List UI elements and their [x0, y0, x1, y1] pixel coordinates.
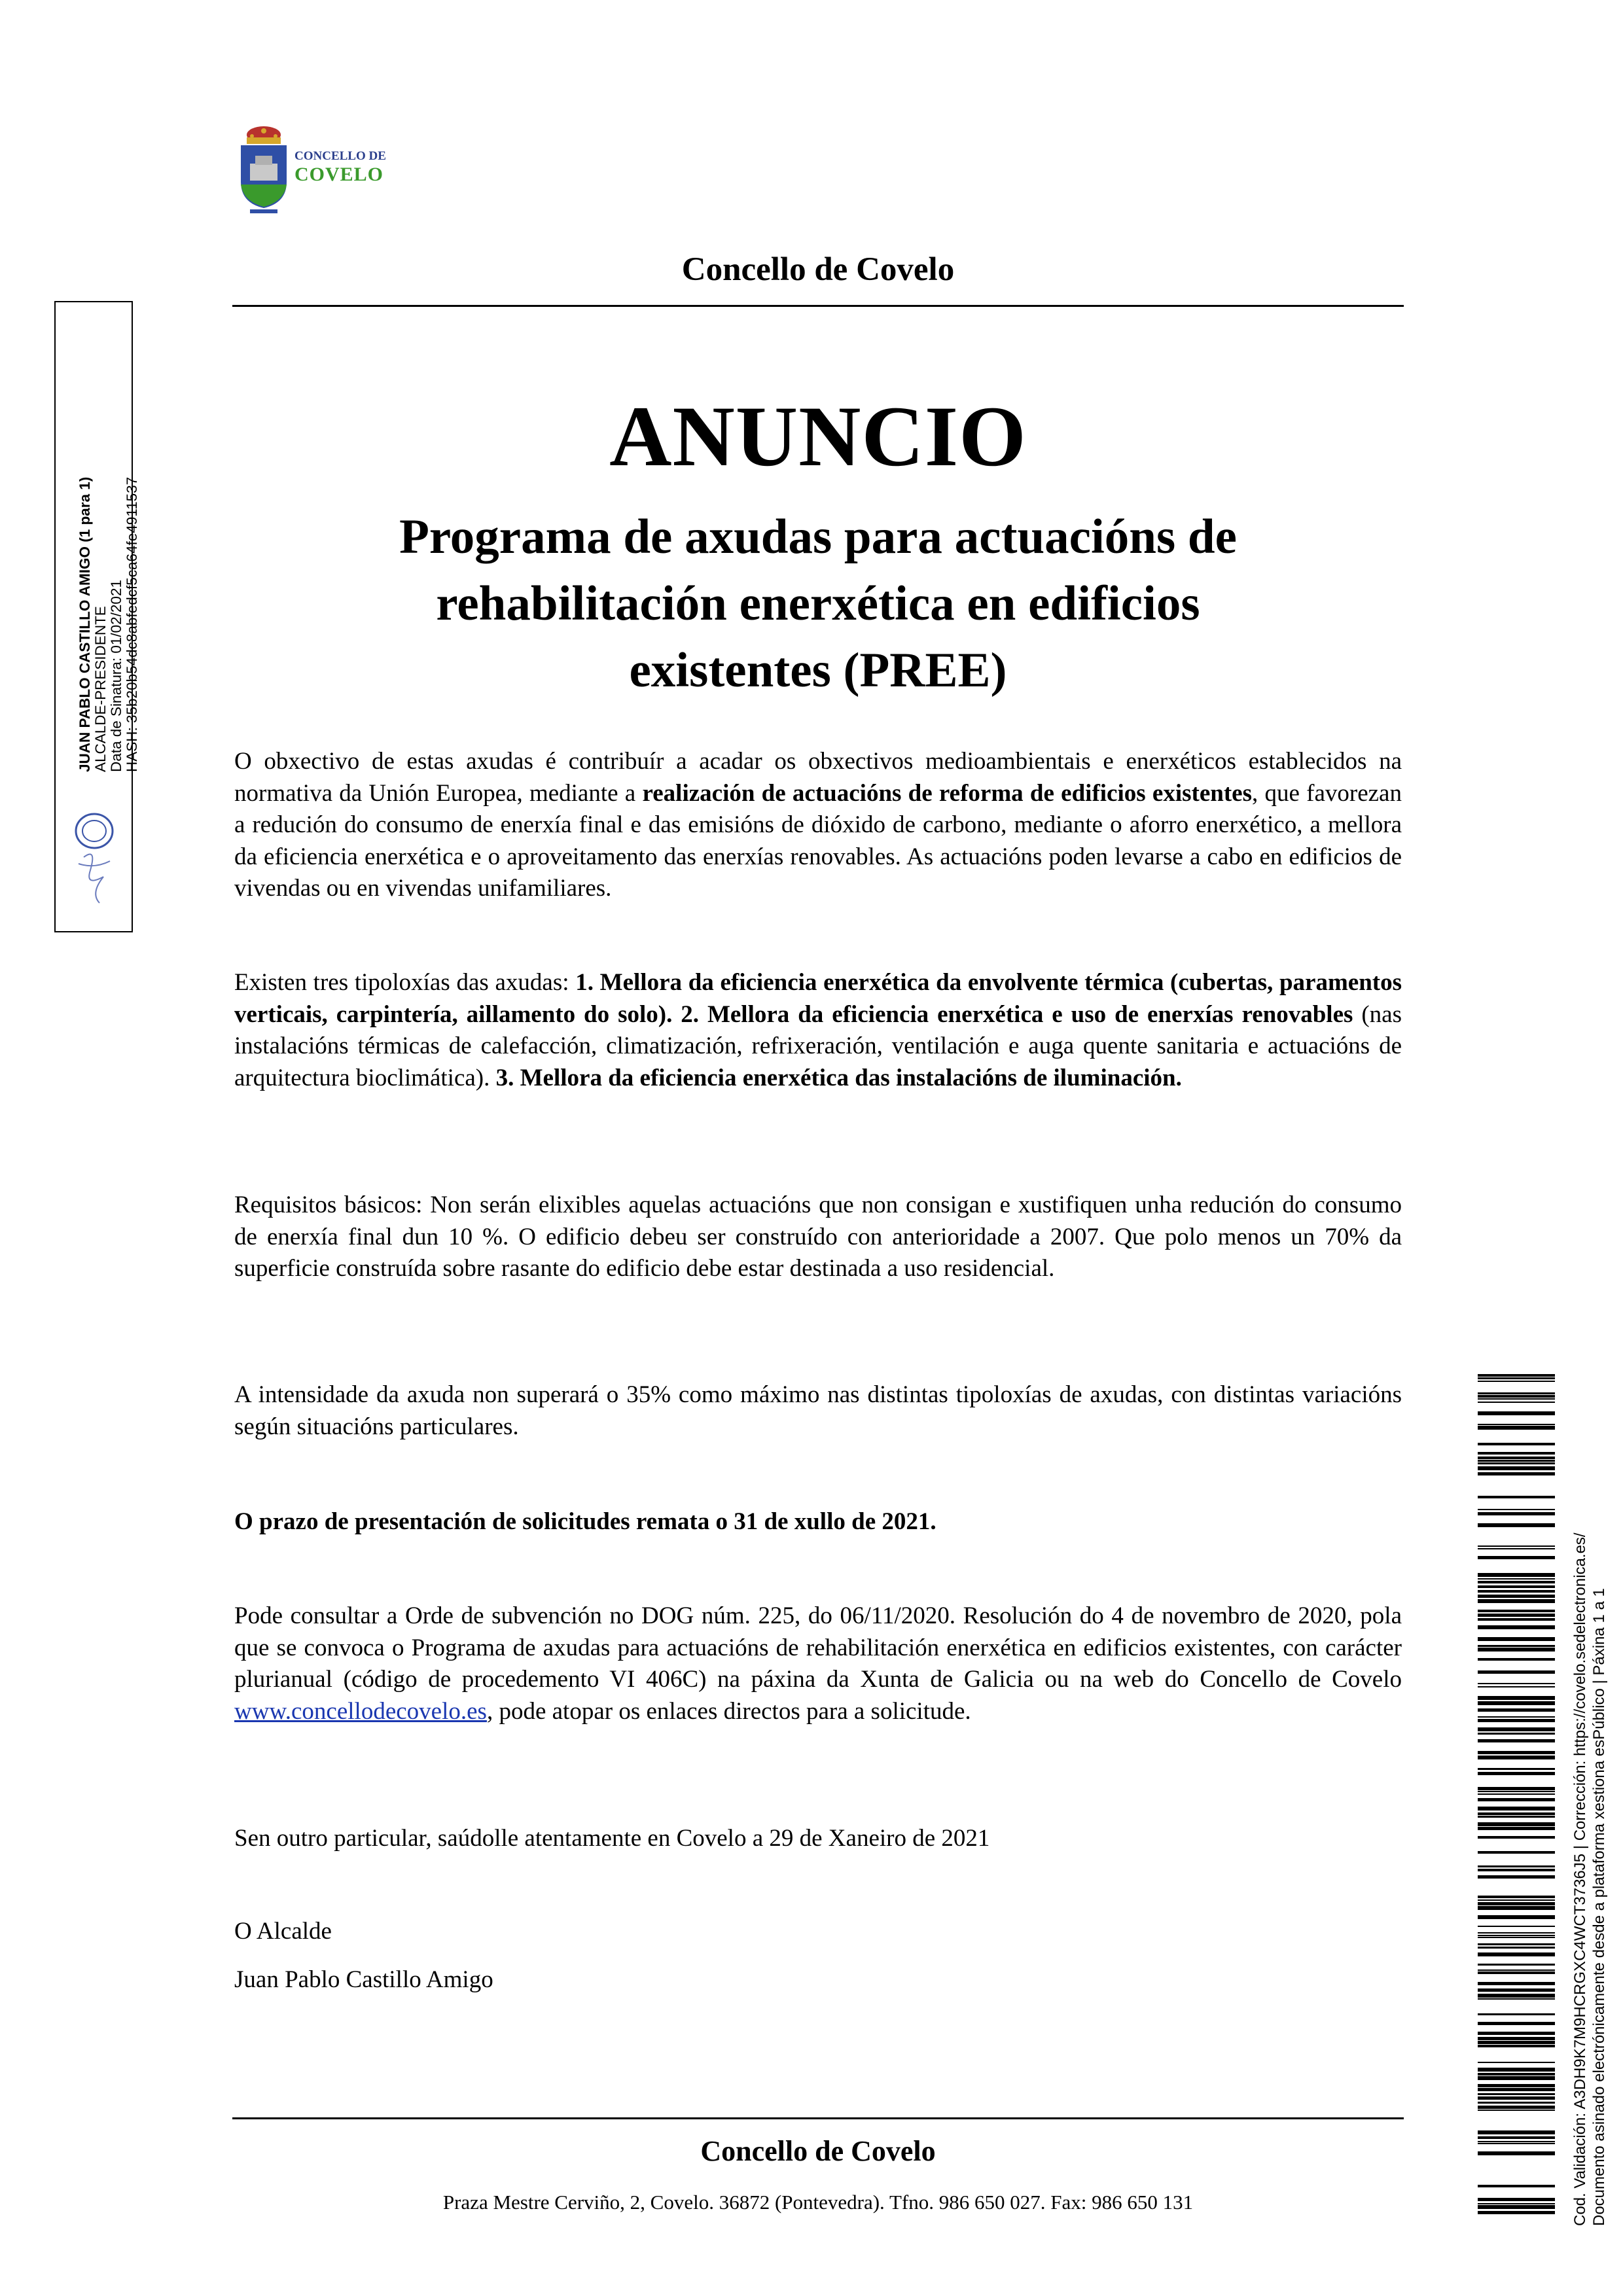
barcode-bar — [1478, 1851, 1555, 1854]
paragraph-consult — [234, 1600, 1402, 1727]
barcode-bar — [1478, 1377, 1555, 1379]
paragraph-typologies — [234, 967, 1402, 1094]
barcode-bar — [1478, 1637, 1555, 1641]
barcode-bar — [1478, 2130, 1555, 2134]
barcode-bar — [1478, 1701, 1555, 1705]
barcode-bar — [1478, 2136, 1555, 2139]
barcode-bar — [1478, 2096, 1555, 2100]
barcode-bar — [1478, 2093, 1555, 2095]
barcode-bar — [1478, 1935, 1555, 1936]
barcode-bar — [1478, 2088, 1555, 2091]
barcode-bar — [1478, 2084, 1555, 2087]
header-title: Concello de Covelo — [681, 251, 955, 288]
barcode-bar — [1478, 1578, 1555, 1580]
paragraph-bold-text: realización de actuacións de reforma de edificios existentes — [642, 779, 1252, 807]
barcode-bar — [1478, 1787, 1555, 1790]
barcode-bar — [1478, 1937, 1555, 1938]
paragraph-closing: Sen outro particular, saúdolle atentamente en Covelo a 29 de Xaneiro de 2021 — [234, 1825, 990, 1852]
barcode-bar — [1478, 1768, 1555, 1770]
signature-info — [77, 314, 140, 772]
barcode-bar — [1478, 1424, 1555, 1425]
barcode-bar — [1478, 2045, 1555, 2047]
barcode-bar — [1478, 1836, 1555, 1839]
barcode-bar — [1478, 2022, 1555, 2025]
barcode-bar — [1478, 2205, 1555, 2209]
barcode-bar — [1478, 2037, 1555, 2040]
barcode-bar — [1478, 1865, 1555, 1867]
barcode-bar — [1478, 1625, 1555, 1629]
signature-role: ALCALDE-PRESIDENTE — [92, 606, 109, 772]
barcode-bar — [1478, 1807, 1555, 1810]
subtitle-line: Programa de axudas para actuacións de — [399, 510, 1237, 564]
header-divider — [232, 305, 1404, 307]
barcode-bar — [1478, 1457, 1555, 1459]
signer-role: O Alcalde — [234, 1918, 332, 1945]
barcode-bar — [1478, 2198, 1555, 2201]
barcode-bar — [1478, 1751, 1555, 1754]
barcode-bar — [1478, 1719, 1555, 1722]
paragraph-text: Pode consultar a Orde de subvención no DOG núm. 225, do 06/11/2020. Resolución do 4 de novembro de 2020, pola que se convoca o Programa de axudas para actuacións de rehabilitación enerxética en edificios existentes, con carácter plurianual (código de procedemento VI 406C) na páxina da Xunta de Galicia ou na web do Concello de Covelo — [234, 1602, 1402, 1693]
validation-code: Cod. Validación: A3DH9K7M9HCRGXC4WCT3736J5 | Corrección: https://covelo.sedelectronica.es/ — [1571, 1532, 1589, 2226]
barcode-bar — [1478, 1902, 1555, 1905]
barcode-bar — [1478, 1460, 1555, 1462]
barcode-bar — [1478, 1791, 1555, 1792]
paragraph-requirements: Requisitos básicos: Non serán elixibles aquelas actuacións que non consigan e xustifiquen unha redución do consumo de enerxía final dun 10 %. O edificio debeu ser construído con anterioridade a 2007. Que polo menos un 70% da superficie construída sobre rasante do edificio debe estar destinada a uso residencial. — [234, 1192, 1402, 1282]
barcode-bar — [1478, 2211, 1555, 2214]
barcode-bar — [1478, 2143, 1555, 2144]
barcode-bar — [1478, 1798, 1555, 1801]
barcode-bar — [1478, 2041, 1555, 2044]
barcode-bar — [1478, 1618, 1555, 1621]
barcode-bar — [1478, 1595, 1555, 1598]
barcode-bar — [1478, 1411, 1555, 1415]
barcode-bar — [1478, 1772, 1555, 1775]
barcode-bar — [1478, 2062, 1555, 2063]
barcode-bar — [1478, 1896, 1555, 1898]
barcode-bar — [1478, 1398, 1555, 1400]
barcode-bar — [1478, 1452, 1555, 1455]
barcode-bar — [1478, 1581, 1555, 1583]
barcode-bar — [1478, 1971, 1555, 1974]
barcode-bar — [1478, 1512, 1555, 1515]
barcode-bar — [1478, 1509, 1555, 1510]
barcode-bar — [1478, 2032, 1555, 2035]
barcode-bar — [1478, 1943, 1555, 1945]
barcode-bar — [1478, 2013, 1555, 2015]
barcode-bar — [1478, 1670, 1555, 1674]
barcode-bar — [1478, 1982, 1555, 1985]
barcode-bar — [1478, 1932, 1555, 1934]
barcode-bar — [1478, 1392, 1555, 1394]
paragraph-objective — [234, 746, 1402, 905]
barcode-bar — [1478, 1545, 1555, 1547]
barcode-bar — [1478, 1988, 1555, 1992]
barcode-bar — [1478, 1590, 1555, 1593]
barcode-bar — [1478, 1733, 1555, 1735]
coat-of-arms-icon — [236, 124, 292, 216]
barcode-bar — [1478, 1899, 1555, 1901]
barcode-bar — [1478, 1716, 1555, 1718]
paragraph-intensity: A intensidade da axuda non superará o 35% como máximo nas distintas tipoloxías de axudas, con distintas variacións según situacións particulares. — [234, 1381, 1402, 1440]
barcode-bar — [1478, 1686, 1555, 1687]
barcode-bar — [1478, 1585, 1555, 1588]
validation-platform: Documento asinado electrónicamente desde a plataforma xestiona esPúblico | Páxina 1 a 1 — [1590, 1588, 1608, 2226]
barcode-bar — [1478, 1614, 1555, 1617]
document-heading: ANUNCIO — [609, 388, 1027, 484]
barcode-bar — [1478, 2185, 1555, 2187]
barcode-bar — [1478, 1610, 1555, 1612]
barcode-bar — [1478, 2203, 1555, 2204]
barcode-bar — [1478, 1827, 1555, 1830]
barcode-bar — [1478, 1915, 1555, 1919]
footer-divider — [232, 2117, 1404, 2119]
barcode-bar — [1478, 1648, 1555, 1651]
barcode-bar — [1478, 1696, 1555, 1700]
paragraph-text: O obxectivo de estas axudas é contribuír a acadar os obxectivos medioambientais e enerxéticos establecidos na normativa da Unión Europea, mediante a — [234, 748, 1402, 807]
barcode-bar — [1478, 2151, 1555, 2155]
barcode-bar — [1478, 1816, 1555, 1818]
barcode-bar — [1478, 1952, 1555, 1956]
website-link[interactable]: www.concellodecovelo.es — [234, 1697, 487, 1725]
signature-date: Data de Sinatura: 01/02/2021 — [108, 580, 124, 772]
barcode-bar — [1478, 2141, 1555, 2142]
barcode-bar — [1478, 1381, 1555, 1382]
logo-text-covelo: COVELO — [294, 164, 384, 185]
paragraph-bold-text: 3. Mellora da eficiencia enerxética das instalacións de iluminación. — [495, 1064, 1182, 1091]
barcode-bar — [1478, 2106, 1555, 2109]
paragraph-text: , que favorezan a redución do consumo de enerxía final e das emisións de dióxido de carbono, mediante o aforro enerxético, a mellora da eficiencia enerxética e o aproveitamento das enerxías renovables. As actuacións poden levarse a cabo en edificios de vivendas ou en vivendas unifamiliares. — [234, 779, 1402, 902]
barcode-bar — [1478, 1395, 1555, 1398]
barcode-bar — [1478, 1793, 1555, 1795]
barcode-bar — [1478, 1926, 1555, 1927]
barcode-bar — [1478, 1964, 1555, 1966]
barcode-bar — [1478, 1556, 1555, 1559]
barcode-bar — [1478, 1683, 1555, 1684]
barcode-bar — [1478, 2073, 1555, 2075]
barcode-bar — [1478, 1756, 1555, 1759]
signer-name: Juan Pablo Castillo Amigo — [234, 1966, 493, 1993]
barcode-bar — [1478, 1496, 1555, 1498]
footer-title: Concello de Covelo — [700, 2135, 936, 2167]
barcode-bar — [1478, 1869, 1555, 1871]
barcode-bar — [1478, 1548, 1555, 1549]
logo-text-concello: CONCELLO DE — [294, 149, 386, 163]
document-subtitle — [232, 504, 1404, 704]
barcode-bar — [1478, 1402, 1555, 1403]
barcode-bar — [1478, 1727, 1555, 1731]
barcode-bar — [1478, 1466, 1555, 1470]
barcode-bar — [1478, 1645, 1555, 1647]
footer-address: Praza Mestre Cerviño, 2, Covelo. 36872 (Pontevedra). Tfno. 986 650 027. Fax: 986 650 131 — [442, 2191, 1194, 2214]
barcode-bar — [1478, 1906, 1555, 1910]
barcode-bar — [1478, 1739, 1555, 1742]
subtitle-line: rehabilitación enerxética en edificios — [436, 576, 1200, 631]
paragraph-text: , pode atopar os enlaces directos para a solicitude. — [486, 1697, 971, 1725]
subtitle-line: existentes (PREE) — [629, 643, 1007, 698]
paragraph-text: (nas instalacións térmicas de calefacción, climatización, refrixeración, ventilación e auga quente sanitaria e actuacións de arquitectura bioclimática). — [234, 1000, 1402, 1091]
barcode-bar — [1478, 1472, 1555, 1475]
signature-seal-icon — [71, 811, 118, 906]
paragraph-text: Existen tres tipoloxías das axudas: — [234, 969, 576, 996]
barcode-bar — [1478, 1812, 1555, 1815]
validation-info — [1571, 1375, 1609, 2226]
barcode-bar — [1478, 1994, 1555, 1998]
signature-hash: HASH: 35b20b54dc8abfedcf5ca64fe4911537 — [124, 476, 140, 772]
barcode-bar — [1478, 1969, 1555, 1971]
barcode-bar — [1478, 1443, 1555, 1445]
barcode-bar — [1478, 2102, 1555, 2104]
barcode — [1478, 1374, 1555, 2225]
barcode-bar — [1478, 1658, 1555, 1661]
barcode-bar — [1478, 1426, 1555, 1430]
barcode-bar — [1478, 1573, 1555, 1577]
barcode-bar — [1478, 2076, 1555, 2080]
barcode-bar — [1478, 1374, 1555, 1377]
concello-logo — [236, 124, 386, 216]
signature-signer: JUAN PABLO CASTILLO AMIGO (1 para 1) — [77, 476, 93, 772]
barcode-bar — [1478, 1523, 1555, 1527]
barcode-bar — [1478, 1462, 1555, 1464]
barcode-bar — [1478, 1822, 1555, 1826]
barcode-bar — [1478, 1599, 1555, 1603]
barcode-bar — [1478, 2110, 1555, 2111]
barcode-bar — [1478, 1947, 1555, 1949]
barcode-bar — [1478, 1708, 1555, 1712]
barcode-bar — [1478, 2068, 1555, 2072]
barcode-bar — [1478, 1998, 1555, 2000]
barcode-bar — [1478, 1875, 1555, 1879]
paragraph-deadline: O prazo de presentación de solicitudes remata o 31 de xullo de 2021. — [234, 1508, 936, 1535]
paragraph-bold-text: 1. Mellora da eficiencia enerxética da envolvente térmica (cubertas, paramentos verticais, carpintería, aillamento do solo). 2. Mellora da eficiencia enerxética e uso de enerxías renovables — [234, 969, 1402, 1028]
